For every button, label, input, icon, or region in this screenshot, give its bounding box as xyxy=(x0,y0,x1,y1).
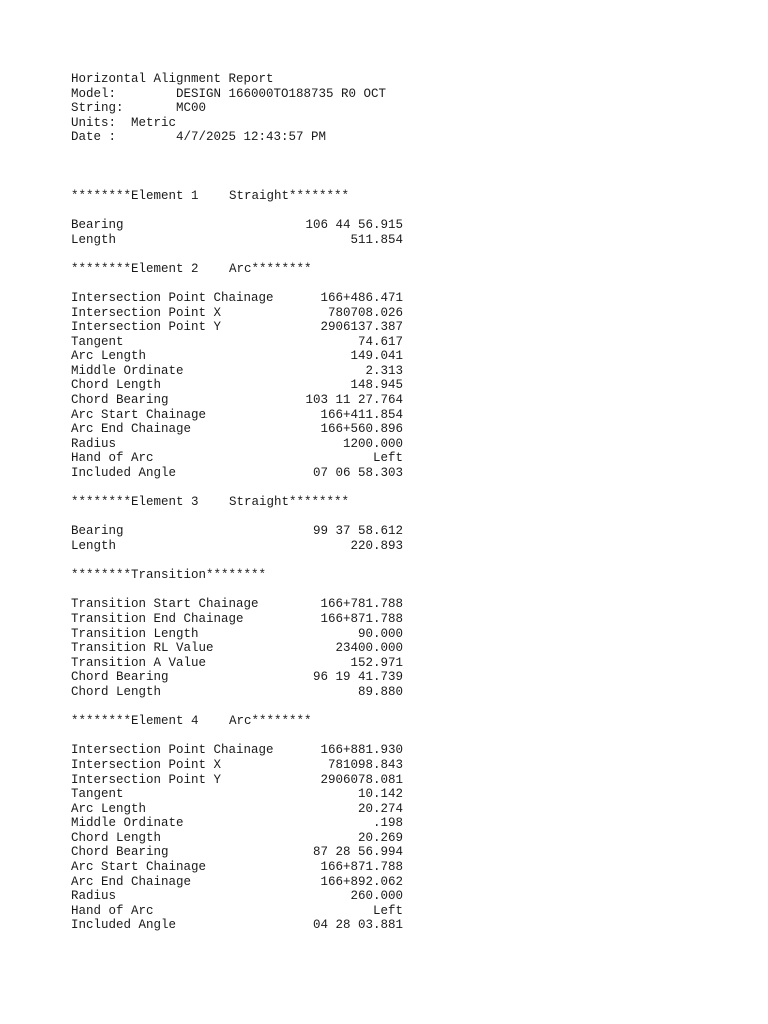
element-2-header xyxy=(71,262,403,277)
table-row: Included Angle 04 28 03.881 xyxy=(71,918,403,933)
table-row: Included Angle 07 06 58.303 xyxy=(71,466,403,481)
table-row: Middle Ordinate 2.313 xyxy=(71,363,403,378)
date-line xyxy=(71,130,403,145)
table-row: Transition Length 90.000 xyxy=(71,626,403,641)
element-3-header xyxy=(71,495,403,510)
table-row: Transition A Value 152.971 xyxy=(71,655,403,670)
element-2-label: ********Element 2 xyxy=(71,261,199,276)
table-row: Transition End Chainage 166+871.788 xyxy=(71,611,403,626)
element-1-label: ********Element 1 xyxy=(71,188,199,203)
table-row: Intersection Point X 780708.026 xyxy=(71,305,403,320)
table-row: Arc End Chainage 166+892.062 xyxy=(71,874,403,889)
element-3-type: Straight******** xyxy=(229,495,350,510)
element-1-type: Straight******** xyxy=(229,188,350,203)
units-value: Metric xyxy=(131,115,177,130)
table-row: Arc Length 149.041 xyxy=(71,349,403,364)
element-4-type: Arc******** xyxy=(229,714,312,729)
model-line xyxy=(71,87,403,102)
table-row: Transition RL Value 23400.000 xyxy=(71,641,403,656)
table-row: Arc Start Chainage 166+411.854 xyxy=(71,407,403,422)
table-row: Tangent 10.142 xyxy=(71,787,403,802)
transition-header: ********Transition******** xyxy=(71,568,267,583)
element-2-type: Arc******** xyxy=(229,261,312,276)
table-row: Chord Bearing 96 19 41.739 xyxy=(71,670,403,685)
table-row: Chord Length 20.269 xyxy=(71,830,403,845)
table-row: Arc Start Chainage 166+871.788 xyxy=(71,860,403,875)
table-row: Intersection Point Chainage 166+486.471 xyxy=(71,290,403,305)
table-row: Middle Ordinate .198 xyxy=(71,816,403,831)
string-value: MC00 xyxy=(176,101,207,116)
table-row: Hand of Arc Left xyxy=(71,903,403,918)
element-1-header xyxy=(71,189,403,204)
string-label: String: xyxy=(71,101,124,116)
table-row: Chord Length 148.945 xyxy=(71,378,403,393)
table-row: Chord Bearing 103 11 27.764 xyxy=(71,393,403,408)
date-value: 4/7/2025 12:43:57 PM xyxy=(176,130,327,145)
string-line xyxy=(71,101,403,116)
table-row: Intersection Point Chainage 166+881.930 xyxy=(71,743,403,758)
table-row: Bearing 106 44 56.915 xyxy=(71,217,403,232)
table-row: Bearing 99 37 58.612 xyxy=(71,524,403,539)
table-row: Tangent 74.617 xyxy=(71,334,403,349)
table-row: Chord Bearing 87 28 56.994 xyxy=(71,845,403,860)
element-4-label: ********Element 4 xyxy=(71,714,199,729)
model-value: DESIGN 166000TO188735 R0 OCT xyxy=(176,86,387,101)
units-label: Units: xyxy=(71,115,117,130)
model-label: Model: xyxy=(71,86,117,101)
table-row: Intersection Point Y 2906078.081 xyxy=(71,772,403,787)
table-row: Length 511.854 xyxy=(71,232,403,247)
date-label: Date : xyxy=(71,130,117,145)
table-row: Intersection Point Y 2906137.387 xyxy=(71,320,403,335)
table-row: Chord Length 89.880 xyxy=(71,684,403,699)
report-title: Horizontal Alignment Report xyxy=(71,72,274,86)
table-row: Intersection Point X 781098.843 xyxy=(71,757,403,772)
element-3-label: ********Element 3 xyxy=(71,495,199,510)
table-row: Transition Start Chainage 166+781.788 xyxy=(71,597,403,612)
table-row: Radius 260.000 xyxy=(71,889,403,904)
table-row: Radius 1200.000 xyxy=(71,436,403,451)
table-row: Arc End Chainage 166+560.896 xyxy=(71,422,403,437)
table-row: Length 220.893 xyxy=(71,539,403,553)
table-row: Hand of Arc Left xyxy=(71,451,403,466)
report-page xyxy=(71,72,403,933)
element-4-header xyxy=(71,714,403,729)
units-line xyxy=(71,116,403,131)
table-row: Arc Length 20.274 xyxy=(71,801,403,816)
